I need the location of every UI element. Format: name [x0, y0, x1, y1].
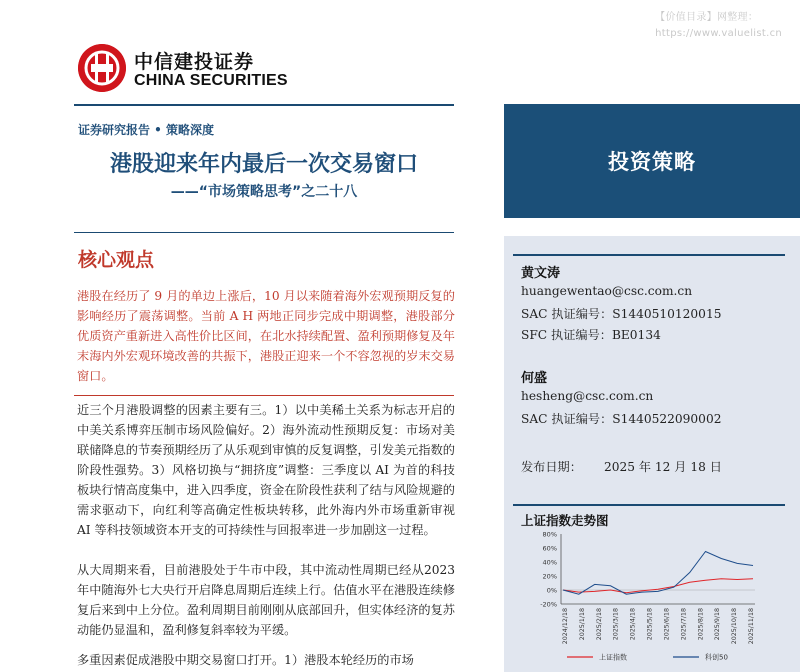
x-tick-label: 2025/7/18 [680, 608, 688, 641]
index-trend-chart [505, 524, 767, 672]
analyst-2-sac-label: SAC 执证编号： [521, 412, 613, 426]
analyst-1-sfc-label: SFC 执证编号： [521, 328, 612, 342]
body-paragraph-1: 近三个月港股调整的因素主要有三。1）以中美稀土关系为标志开启的中美关系博弈压制市场风险偏好。2）海外流动性预期反复：市场对美联储降息的节奏预期经历了从乐观到审慎的反复调整，引发美元指数的阶段性强势。3）风格切换与“拥挤度”调整：三季度以 AI 为首的科技板块行情高度集中，进入四季度，资金在阶段性获利了结与风险规避的需求驱动下，向红利等高确定性板块转移，此外海内外市场重新审视 AI 等科技领域资本开支的可持续性与回报率进一步加剧这一过程。 [77, 403, 455, 537]
title-divider [74, 232, 454, 233]
analyst-2-sac [521, 410, 721, 427]
y-tick-label: 40% [542, 558, 557, 567]
sidebar-divider [513, 254, 785, 256]
analyst-1-sac-value: S1440510120015 [612, 307, 722, 321]
logo-chinese-name: 中信建投证券 [134, 51, 255, 73]
chart-title: 上证指数走势图 [521, 513, 609, 528]
x-tick-label: 2025/3/18 [612, 608, 620, 641]
report-title: 港股迎来年内最后一次交易窗口 [109, 152, 418, 177]
watermark [655, 10, 782, 42]
analyst-1-sfc [521, 326, 661, 343]
header-divider [74, 104, 454, 106]
analyst-2-email[interactable] [521, 389, 653, 403]
legend-label-2: 科创50 [705, 653, 728, 662]
logo-english-name: CHINA SECURITIES [134, 72, 288, 89]
body-paragraph-2: 从大周期来看，目前港股处于牛市中段，其中流动性周期已经从2023 年中随海外七大央行开启降息周期后连续上行。估值水平在港股连续修复后来到中上分位。盈利周期目前刚刚从底部回升，但实体经济的复苏动能仍显温和，盈利修复斜率较为平缓。 [77, 563, 455, 637]
x-tick-label: 2025/4/18 [629, 608, 637, 641]
report-subtitle: ——“市场策略思考”之二十八 [170, 184, 358, 200]
analyst-1-email-text[interactable]: huangewentao@csc.com.cn [521, 284, 693, 298]
analyst-2-sac-value: S1440522090002 [612, 412, 722, 426]
core-view-text: 港股在经历了 9 月的单边上涨后，10 月以来随着海外宏观预期反复的影响经历了震荡调整。当前 A H 两地正同步完成中期调整，港股部分优质资产重新进入高性价比区间，在北水持续配置、盈利预期修复及年末海内外宏观环境改善的共振下，港股正迎来一个不容忽视的岁末交易窗口。 [77, 289, 455, 383]
analyst-1-email[interactable] [521, 284, 692, 298]
core-view-divider [74, 395, 454, 396]
series-line-2 [563, 552, 753, 595]
x-tick-label: 2025/11/18 [748, 608, 755, 645]
watermark-line-1: 【价值目录】网整理： [655, 12, 759, 23]
x-tick-label: 2025/9/18 [714, 608, 722, 641]
analyst-1-sac [521, 305, 721, 322]
company-logo [78, 44, 288, 98]
x-tick-label: 2025/8/18 [697, 608, 705, 641]
company-logo-icon [78, 44, 126, 92]
analyst-2-email-text[interactable]: hesheng@csc.com.cn [521, 389, 654, 403]
analyst-1-sfc-value: BE0134 [611, 328, 661, 342]
report-category: 证券研究报告 • 策略深度 [78, 123, 215, 137]
publish-date-value: 2025 年 12 月 18 日 [603, 460, 722, 474]
chart-divider [513, 504, 785, 506]
x-tick-label: 2025/1/18 [578, 608, 586, 641]
analyst-2-name: 何盛 [521, 371, 548, 386]
publish-date-label: 发布日期： [521, 460, 582, 474]
sidebar-banner: 投资策略 [504, 104, 800, 218]
y-tick-label: 20% [542, 572, 557, 581]
x-tick-label: 2024/12/18 [562, 608, 569, 645]
body-paragraph-3: 多重因素促成港股中期交易窗口打开。1）港股本轮经历的市场 [77, 653, 414, 667]
y-tick-label: -20% [540, 600, 557, 609]
core-view-heading: 核心观点 [78, 249, 155, 271]
analyst-1-name: 黄文涛 [521, 266, 561, 281]
x-tick-label: 2025/5/18 [646, 608, 654, 641]
x-tick-label: 2025/2/18 [595, 608, 603, 641]
analyst-1-sac-label: SAC 执证编号： [521, 307, 613, 321]
watermark-line-2: https://www.valuelist.cn [655, 28, 782, 39]
y-tick-label: 80% [542, 530, 557, 539]
x-tick-label: 2025/10/18 [731, 608, 739, 645]
legend-label-1: 上证指数 [599, 653, 627, 662]
publish-date [521, 458, 722, 475]
x-tick-label: 2025/6/18 [663, 608, 671, 641]
y-tick-label: 60% [542, 544, 557, 553]
y-tick-label: 0% [546, 586, 557, 595]
